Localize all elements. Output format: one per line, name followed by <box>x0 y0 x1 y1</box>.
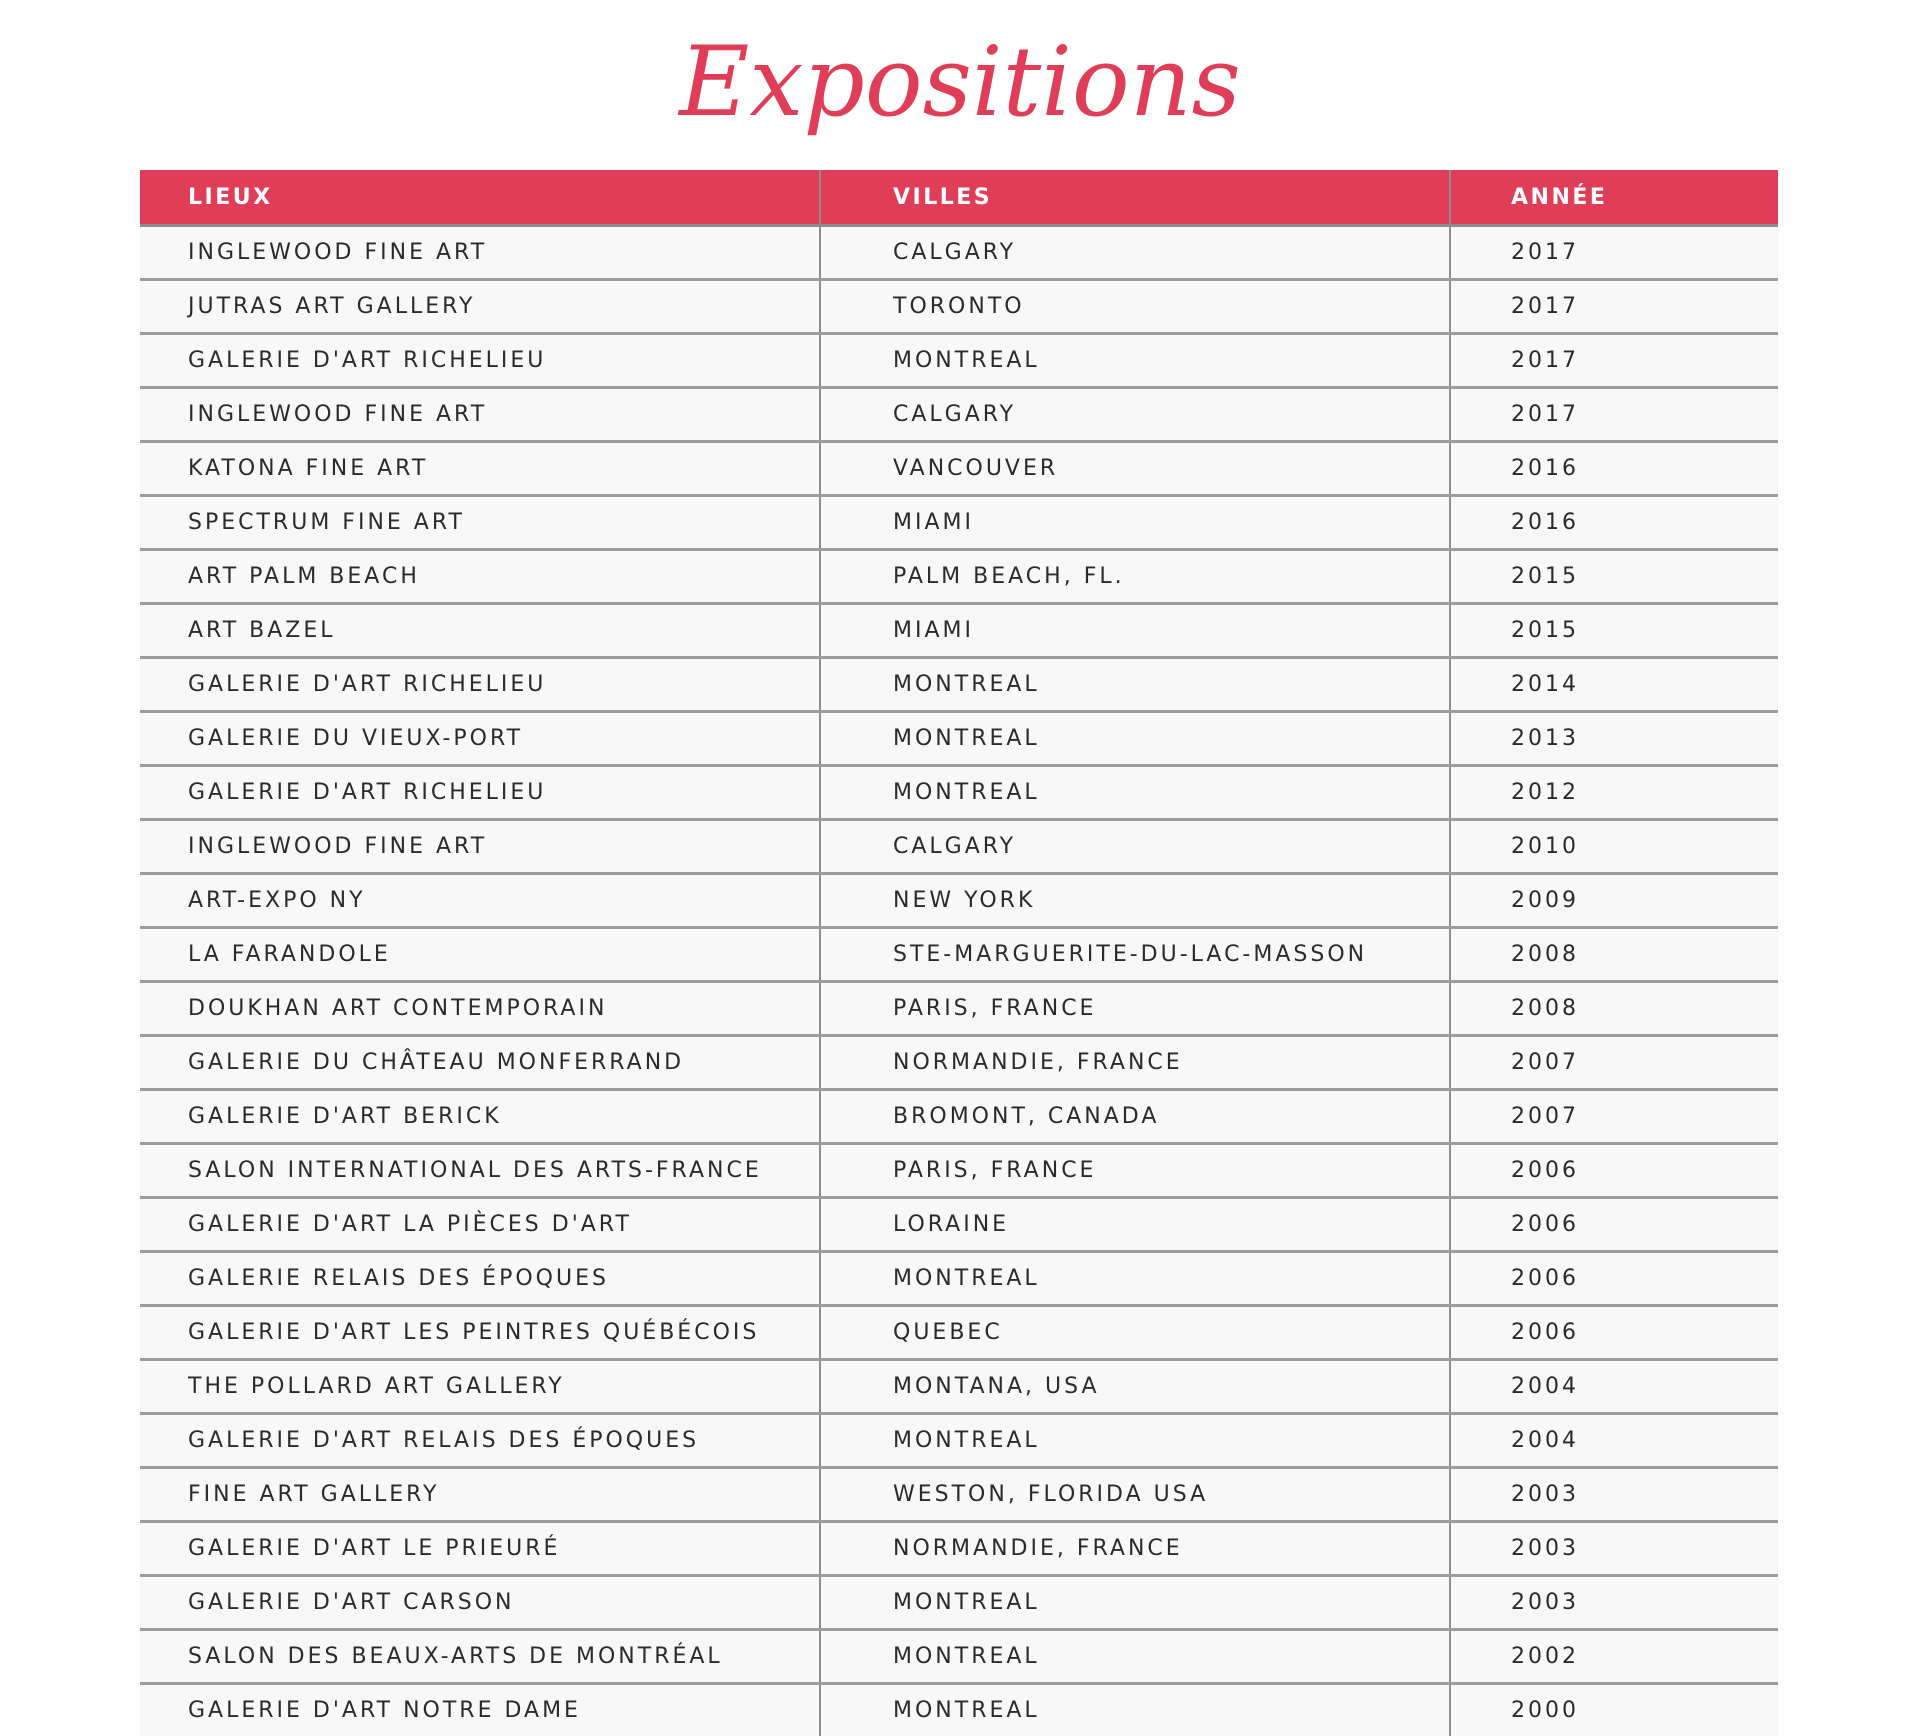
cell-lieu: INGLEWOOD FINE ART <box>140 820 820 874</box>
cell-annee: 2003 <box>1450 1468 1778 1522</box>
cell-ville: MONTREAL <box>820 1576 1450 1630</box>
cell-annee: 2014 <box>1450 658 1778 712</box>
cell-lieu: KATONA FINE ART <box>140 442 820 496</box>
cell-lieu: GALERIE D'ART RICHELIEU <box>140 334 820 388</box>
cell-ville: NEW YORK <box>820 874 1450 928</box>
exhibitions-table-wrapper <box>140 170 1778 1736</box>
table-row <box>140 1468 1778 1522</box>
cell-lieu: JUTRAS ART GALLERY <box>140 280 820 334</box>
cell-lieu: GALERIE DU CHÂTEAU MONFERRAND <box>140 1036 820 1090</box>
table-row <box>140 604 1778 658</box>
exhibitions-table <box>140 170 1778 1736</box>
cell-annee: 2010 <box>1450 820 1778 874</box>
cell-ville: CALGARY <box>820 226 1450 280</box>
cell-ville: WESTON, FLORIDA USA <box>820 1468 1450 1522</box>
page-title-art <box>610 10 1310 160</box>
cell-ville: MONTREAL <box>820 1414 1450 1468</box>
cell-annee: 2015 <box>1450 550 1778 604</box>
table-row <box>140 1522 1778 1576</box>
cell-annee: 2004 <box>1450 1360 1778 1414</box>
cell-annee: 2013 <box>1450 712 1778 766</box>
cell-lieu: GALERIE D'ART RELAIS DES ÉPOQUES <box>140 1414 820 1468</box>
page-title <box>0 10 1920 160</box>
cell-ville: CALGARY <box>820 820 1450 874</box>
cell-annee: 2017 <box>1450 280 1778 334</box>
table-row <box>140 1090 1778 1144</box>
cell-lieu: SPECTRUM FINE ART <box>140 496 820 550</box>
cell-lieu: GALERIE D'ART CARSON <box>140 1576 820 1630</box>
cell-lieu: GALERIE D'ART RICHELIEU <box>140 658 820 712</box>
cell-ville: PARIS, FRANCE <box>820 982 1450 1036</box>
cell-ville: CALGARY <box>820 388 1450 442</box>
cell-annee: 2012 <box>1450 766 1778 820</box>
table-row <box>140 1414 1778 1468</box>
table-row <box>140 388 1778 442</box>
cell-lieu: ART BAZEL <box>140 604 820 658</box>
table-row <box>140 496 1778 550</box>
table-row <box>140 1036 1778 1090</box>
table-row <box>140 1306 1778 1360</box>
page-title-text: Expositions <box>677 26 1241 138</box>
cell-lieu: GALERIE RELAIS DES ÉPOQUES <box>140 1252 820 1306</box>
cell-lieu: DOUKHAN ART CONTEMPORAIN <box>140 982 820 1036</box>
cell-annee: 2004 <box>1450 1414 1778 1468</box>
table-row <box>140 1576 1778 1630</box>
cell-annee: 2007 <box>1450 1036 1778 1090</box>
cell-ville: TORONTO <box>820 280 1450 334</box>
table-row <box>140 550 1778 604</box>
cell-lieu: GALERIE DU VIEUX-PORT <box>140 712 820 766</box>
cell-lieu: ART-EXPO NY <box>140 874 820 928</box>
cell-lieu: ART PALM BEACH <box>140 550 820 604</box>
cell-annee: 2006 <box>1450 1306 1778 1360</box>
table-row <box>140 226 1778 280</box>
cell-annee: 2000 <box>1450 1684 1778 1736</box>
table-row <box>140 1684 1778 1736</box>
cell-lieu: FINE ART GALLERY <box>140 1468 820 1522</box>
cell-lieu: SALON INTERNATIONAL DES ARTS-FRANCE <box>140 1144 820 1198</box>
cell-lieu: GALERIE D'ART LA PIÈCES D'ART <box>140 1198 820 1252</box>
table-body <box>140 226 1778 1736</box>
table-header <box>140 170 1778 226</box>
cell-ville: MIAMI <box>820 604 1450 658</box>
cell-annee: 2016 <box>1450 442 1778 496</box>
cell-lieu: GALERIE D'ART LES PEINTRES QUÉBÉCOIS <box>140 1306 820 1360</box>
cell-annee: 2008 <box>1450 982 1778 1036</box>
cell-annee: 2006 <box>1450 1198 1778 1252</box>
table-row <box>140 1360 1778 1414</box>
table-row <box>140 1630 1778 1684</box>
cell-ville: VANCOUVER <box>820 442 1450 496</box>
cell-annee: 2003 <box>1450 1522 1778 1576</box>
cell-annee: 2007 <box>1450 1090 1778 1144</box>
cell-ville: LORAINE <box>820 1198 1450 1252</box>
cell-ville: PALM BEACH, FL. <box>820 550 1450 604</box>
cell-lieu: THE POLLARD ART GALLERY <box>140 1360 820 1414</box>
cell-lieu: INGLEWOOD FINE ART <box>140 388 820 442</box>
cell-annee: 2003 <box>1450 1576 1778 1630</box>
cell-annee: 2017 <box>1450 334 1778 388</box>
table-row <box>140 928 1778 982</box>
table-row <box>140 982 1778 1036</box>
cell-ville: MONTREAL <box>820 658 1450 712</box>
column-header-lieux: LIEUX <box>140 170 820 226</box>
cell-lieu: SALON DES BEAUX-ARTS DE MONTRÉAL <box>140 1630 820 1684</box>
cell-annee: 2017 <box>1450 226 1778 280</box>
table-row <box>140 712 1778 766</box>
cell-ville: MONTREAL <box>820 712 1450 766</box>
table-row <box>140 1252 1778 1306</box>
cell-ville: MONTREAL <box>820 766 1450 820</box>
table-row <box>140 820 1778 874</box>
cell-ville: PARIS, FRANCE <box>820 1144 1450 1198</box>
cell-ville: STE-MARGUERITE-DU-LAC-MASSON <box>820 928 1450 982</box>
cell-annee: 2017 <box>1450 388 1778 442</box>
cell-ville: MONTREAL <box>820 1252 1450 1306</box>
cell-ville: MONTREAL <box>820 1630 1450 1684</box>
table-row <box>140 658 1778 712</box>
cell-ville: MIAMI <box>820 496 1450 550</box>
table-row <box>140 766 1778 820</box>
cell-lieu: GALERIE D'ART BERICK <box>140 1090 820 1144</box>
table-row <box>140 442 1778 496</box>
column-header-villes: VILLES <box>820 170 1450 226</box>
table-row <box>140 874 1778 928</box>
cell-annee: 2009 <box>1450 874 1778 928</box>
table-header-row <box>140 170 1778 226</box>
cell-ville: MONTREAL <box>820 1684 1450 1736</box>
cell-lieu: GALERIE D'ART LE PRIEURÉ <box>140 1522 820 1576</box>
cell-ville: MONTREAL <box>820 334 1450 388</box>
cell-annee: 2006 <box>1450 1144 1778 1198</box>
cell-annee: 2002 <box>1450 1630 1778 1684</box>
cell-ville: QUEBEC <box>820 1306 1450 1360</box>
cell-annee: 2016 <box>1450 496 1778 550</box>
table-row <box>140 280 1778 334</box>
cell-ville: BROMONT, CANADA <box>820 1090 1450 1144</box>
cell-ville: MONTANA, USA <box>820 1360 1450 1414</box>
table-row <box>140 334 1778 388</box>
table-row <box>140 1144 1778 1198</box>
column-header-annee: ANNÉE <box>1450 170 1778 226</box>
cell-annee: 2006 <box>1450 1252 1778 1306</box>
cell-annee: 2008 <box>1450 928 1778 982</box>
cell-lieu: GALERIE D'ART NOTRE DAME <box>140 1684 820 1736</box>
cell-ville: NORMANDIE, FRANCE <box>820 1522 1450 1576</box>
cell-lieu: LA FARANDOLE <box>140 928 820 982</box>
table-row <box>140 1198 1778 1252</box>
cell-ville: NORMANDIE, FRANCE <box>820 1036 1450 1090</box>
cell-annee: 2015 <box>1450 604 1778 658</box>
cell-lieu: INGLEWOOD FINE ART <box>140 226 820 280</box>
cell-lieu: GALERIE D'ART RICHELIEU <box>140 766 820 820</box>
